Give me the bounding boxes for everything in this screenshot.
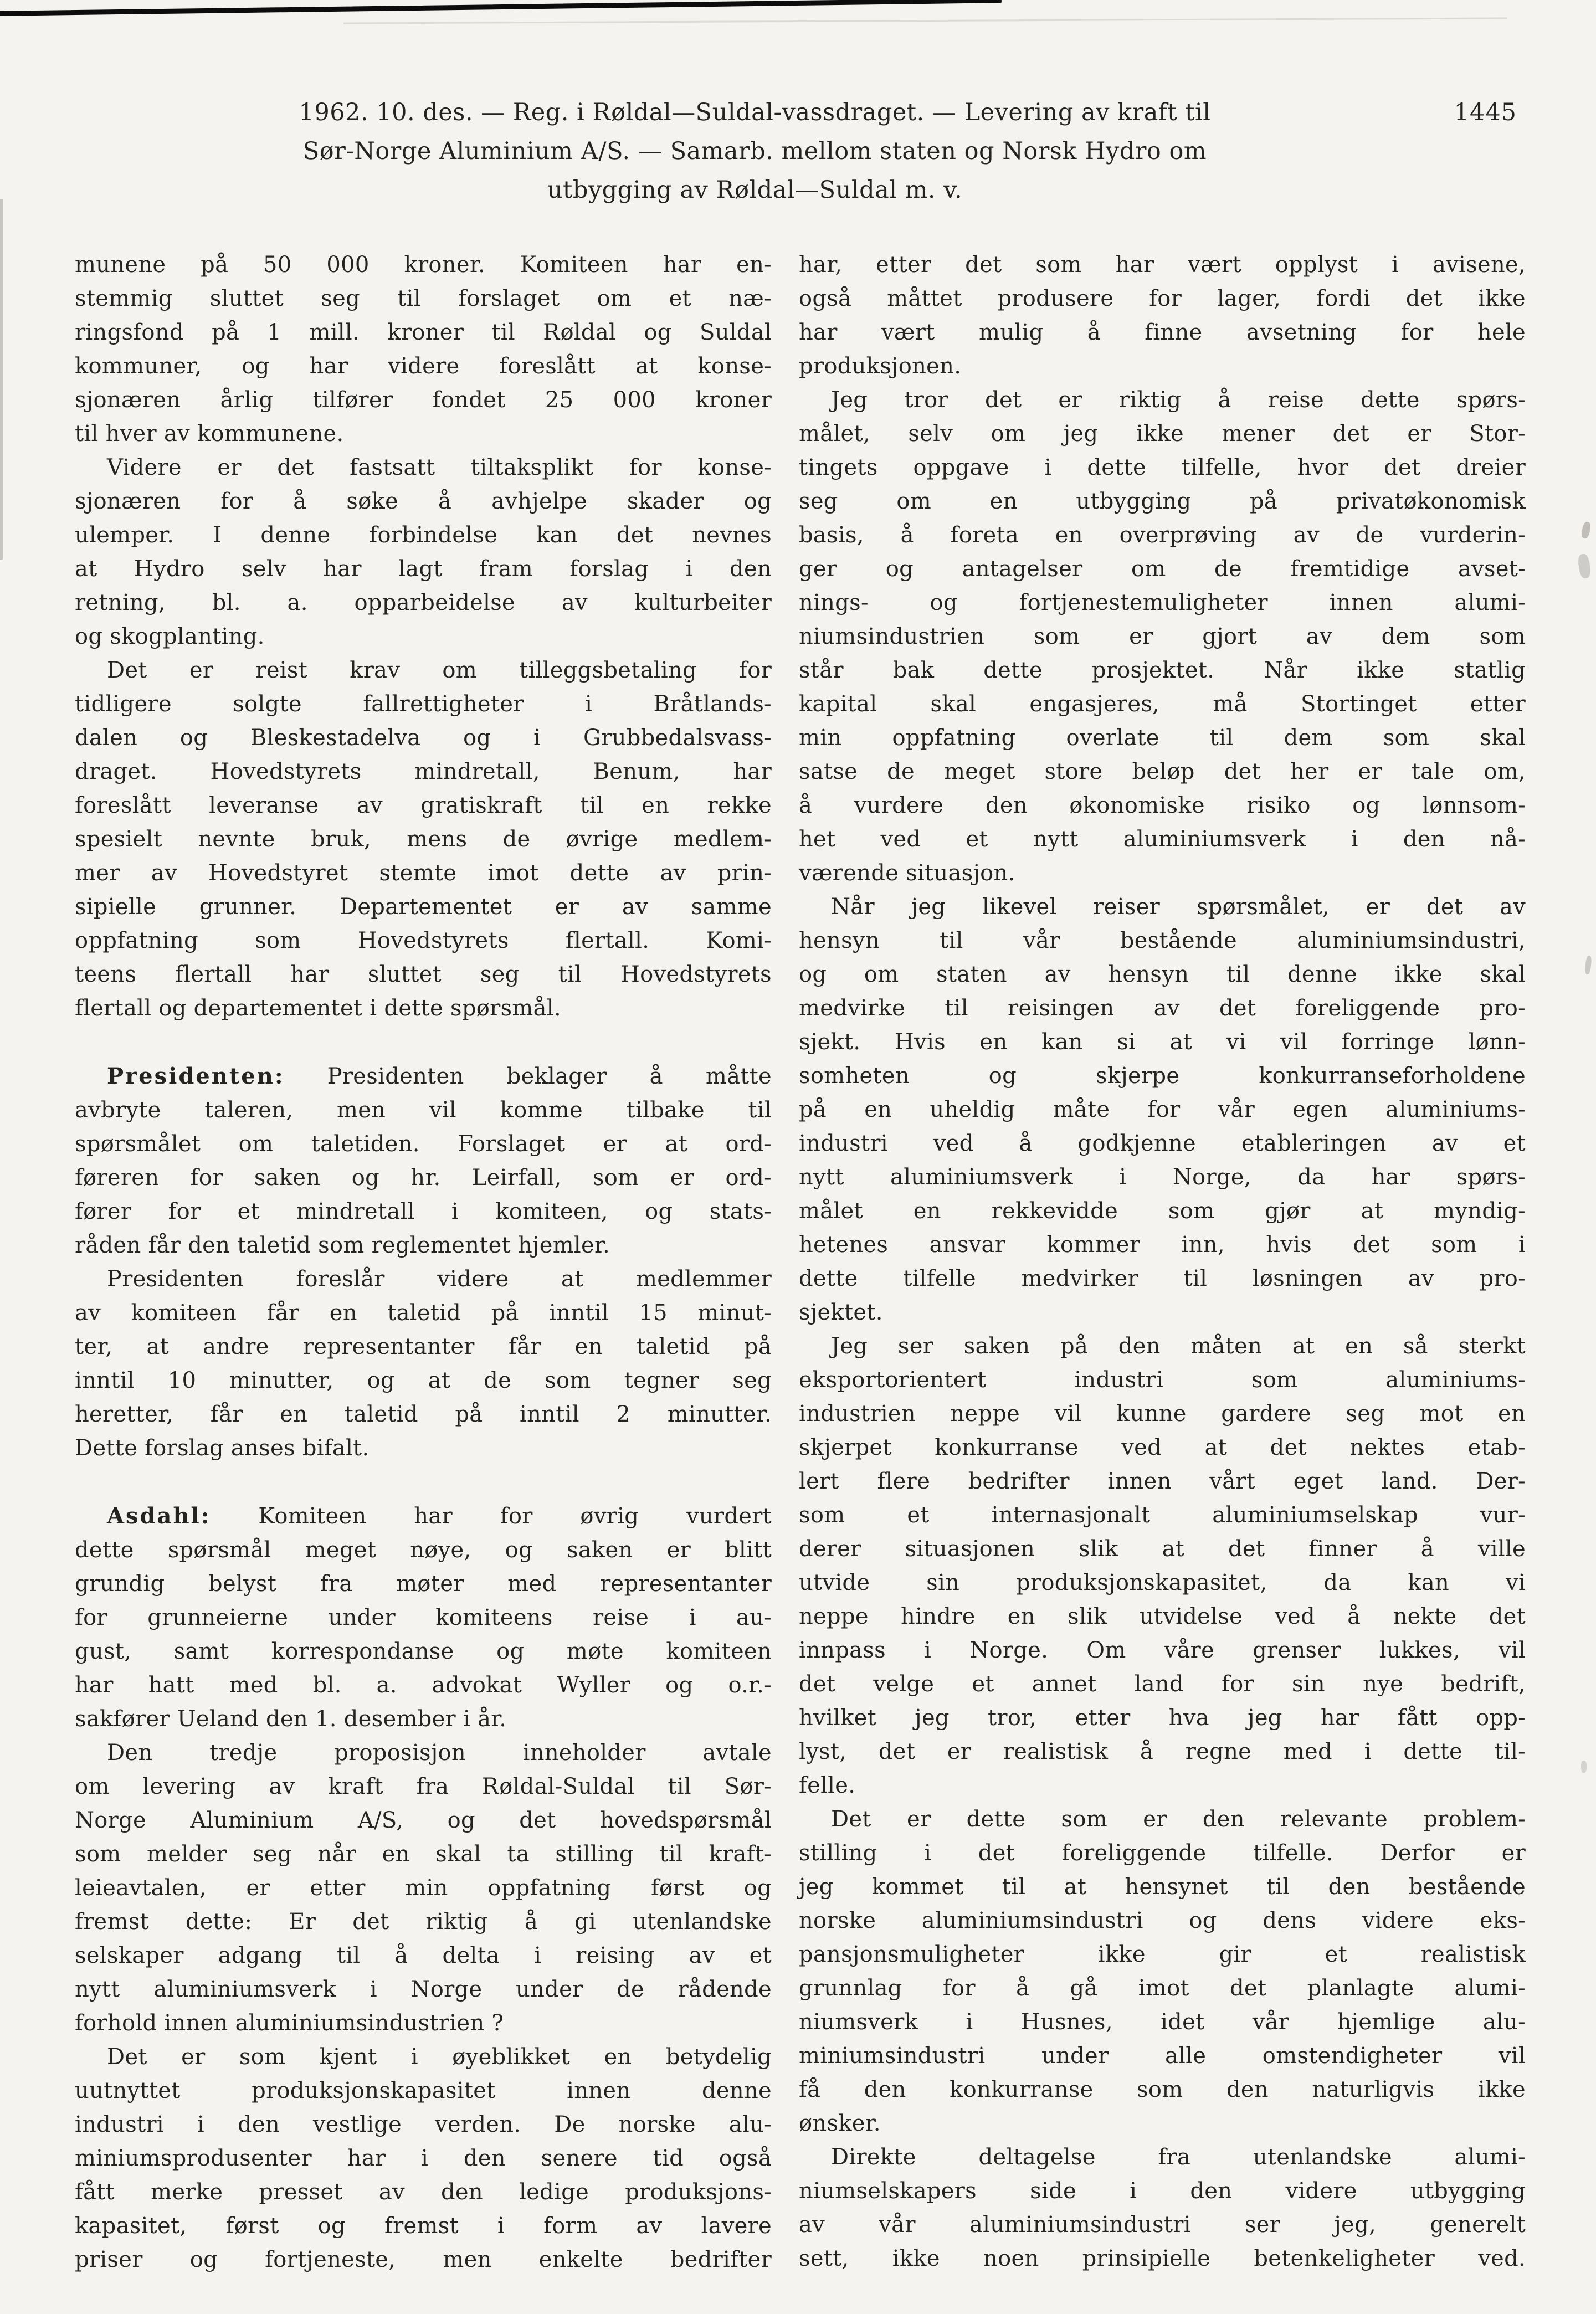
text-line: flertall og departementet i dette spørsmål. <box>75 996 561 1021</box>
text-line: sjonæren for å søke å avhjelpe skader og <box>75 489 772 514</box>
text-line: til hver av kommunene. <box>75 421 344 447</box>
paragraph <box>75 1499 772 1736</box>
text-line: det velge et annet land for sin nye bedrift, <box>799 1671 1526 1697</box>
text-line: miniumsindustri under alle omstendigheter vil <box>799 2043 1526 2069</box>
text-line: hetenes ansvar kommer inn, hvis det som i <box>799 1232 1526 1258</box>
text-line: Det er dette som er den relevante problem- <box>831 1807 1526 1832</box>
text-line: har hatt med bl. a. advokat Wyller og o.r.- <box>75 1672 772 1698</box>
text-line: sjektet. <box>799 1300 883 1325</box>
paragraph <box>75 1059 772 1263</box>
text-line: gust, samt korrespondanse og møte komiteen <box>75 1639 772 1664</box>
text-line: for grunneierne under komiteens reise i au- <box>75 1605 772 1630</box>
text-line: utvide sin produksjonskapasitet, da kan vi <box>799 1570 1526 1595</box>
text-line: produksjonen. <box>799 353 962 379</box>
text-line: selskaper adgang til å delta i reising av et <box>75 1943 772 1968</box>
text-line: har, etter det som har vært opplyst i avisene, <box>799 252 1526 278</box>
text-line: sipielle grunner. Departementet er av samme <box>75 894 772 920</box>
text-line: niumsverk i Husnes, idet vår hjemlige alu- <box>799 2009 1526 2035</box>
text-line: eksportorientert industri som aluminiums- <box>799 1367 1526 1393</box>
text-line: norske aluminiumsindustri og dens videre eks- <box>799 1908 1526 1933</box>
paragraph <box>799 890 1526 1330</box>
text-line: stilling i det foreliggende tilfelle. Derfor er <box>799 1840 1526 1866</box>
text-line: dette spørsmål meget nøye, og saken er blitt <box>75 1537 772 1563</box>
header-line-2: Sør-Norge Aluminium A/S. — Samarb. mellom staten og Norsk Hydro om <box>302 137 1207 165</box>
paragraph <box>75 2040 772 2277</box>
scan-artifact-speck <box>1580 521 1592 539</box>
text-line: om levering av kraft fra Røldal-Suldal til Sør- <box>75 1774 772 1799</box>
text-line: Den tredje proposisjon inneholder avtale <box>107 1740 772 1766</box>
text-line: Dette forslag anses bifalt. <box>75 1435 370 1461</box>
text-line: nytt aluminiumsverk i Norge, da har spørs- <box>799 1164 1526 1190</box>
right_column <box>799 248 1526 2276</box>
text-line: Direkte deltagelse fra utenlandske alumi- <box>831 2144 1526 2170</box>
text-line: råden får den taletid som reglementet hjemler. <box>75 1233 610 1258</box>
text-line: hensyn til vår bestående aluminiumsindustri, <box>799 928 1526 953</box>
text-line: tingets oppgave i dette tilfelle, hvor det dreier <box>799 455 1526 480</box>
text-line: mer av Hovedstyret stemte imot dette av prin- <box>75 860 772 886</box>
text-line: få den konkurranse som den naturligvis ikke <box>799 2077 1526 2102</box>
text-line: Jeg ser saken på den måten at en så sterkt <box>831 1333 1526 1359</box>
header-line-1: 1962. 10. des. — Reg. i Røldal—Suldal-vassdraget. — Levering av kraft til <box>299 99 1211 126</box>
text-line: værende situasjon. <box>799 860 1015 886</box>
text-line: målet, selv om jeg ikke mener det er Stor- <box>799 421 1526 447</box>
text-line: og skogplanting. <box>75 624 265 649</box>
text-line: Presidenten: Presidenten beklager å måtte <box>107 1063 772 1089</box>
text-line: Asdahl: Komiteen har for øvrig vurdert <box>107 1503 772 1529</box>
text-line: Norge Aluminium A/S, og det hovedspørsmål <box>75 1808 772 1833</box>
text-line: Presidenten foreslår videre at medlemmer <box>107 1266 772 1292</box>
text-line: også måttet produsere for lager, fordi det ikke <box>799 286 1526 311</box>
text-line: som et internasjonalt aluminiumselskap vur- <box>799 1502 1526 1528</box>
text-line: innpass i Norge. Om våre grenser lukkes, vil <box>799 1638 1526 1663</box>
text-line: lyst, det er realistisk å regne med i dette til- <box>799 1739 1526 1764</box>
text-line: Når jeg likevel reiser spørsmålet, er det av <box>831 894 1526 920</box>
paragraph <box>799 1803 1526 2141</box>
text-line: nytt aluminiumsverk i Norge under de rådende <box>75 1977 772 2002</box>
text-line: neppe hindre en slik utvidelse ved å nekte det <box>799 1604 1526 1629</box>
scan-artifact-speck <box>1577 553 1592 579</box>
text-line: heretter, får en taletid på inntil 2 minutter. <box>75 1402 772 1427</box>
header-line-3: utbygging av Røldal—Suldal m. v. <box>547 176 963 204</box>
text-line: het ved et nytt aluminiumsverk i den nå- <box>799 827 1526 852</box>
text-line: retning, bl. a. opparbeidelse av kulturbeiter <box>75 590 772 615</box>
text-line: jeg kommet til at hensynet til den bestående <box>799 1874 1526 1900</box>
text-line: ulemper. I denne forbindelse kan det nevnes <box>75 522 772 548</box>
text-line: uutnyttet produksjonskapasitet innen denne <box>75 2078 772 2103</box>
text-line: kapital skal engasjeres, må Stortinget etter <box>799 691 1526 717</box>
speaker-name: Presidenten: <box>107 1063 285 1089</box>
text-line: ter, at andre representanter får en taletid på <box>75 1334 772 1359</box>
text-line: seg om en utbygging på privatøkonomisk <box>799 489 1526 514</box>
text-line: foreslått leveranse av gratiskraft til en rekke <box>75 793 772 818</box>
text-line: skjerpet konkurranse ved at det nektes etab- <box>799 1435 1526 1460</box>
text-line: står bak dette prosjektet. Når ikke statlig <box>799 658 1526 683</box>
text-line: på en uheldig måte for vår egen aluminiums- <box>799 1097 1526 1122</box>
running-header <box>75 93 1435 209</box>
text-line: forhold innen aluminiumsindustrien ? <box>75 2010 504 2036</box>
text-line: inntil 10 minutter, og at de som tegner seg <box>75 1368 772 1393</box>
speaker-name: Asdahl: <box>107 1503 211 1529</box>
text-line: somheten og skjerpe konkurranseforholdene <box>799 1063 1526 1089</box>
text-line: avbryte taleren, men vil komme tilbake til <box>75 1097 772 1123</box>
text-line: kommuner, og har videre foreslått at konse- <box>75 353 772 379</box>
text-line: sjonæren årlig tilfører fondet 25 000 kroner <box>75 387 772 413</box>
text-line: ger og antagelser om de fremtidige avset- <box>799 556 1526 582</box>
text-line: av komiteen får en taletid på inntil 15 minut- <box>75 1300 772 1326</box>
text-line: ringsfond på 1 mill. kroner til Røldal og Suldal <box>75 320 772 345</box>
text-line: felle. <box>799 1773 856 1798</box>
text-line: målet en rekkevidde som gjør at myndig- <box>799 1198 1526 1224</box>
paragraph <box>75 1263 772 1465</box>
text-line: spesielt nevnte bruk, mens de øvrige medlem- <box>75 827 772 852</box>
text-line: industrien neppe vil kunne gardere seg mot en <box>799 1401 1526 1427</box>
text-line: basis, å foreta en overprøving av de vurderin- <box>799 522 1526 548</box>
text-line: pansjonsmuligheter ikke gir et realistisk <box>799 1942 1526 1967</box>
text-line: industri ved å godkjenne etableringen av et <box>799 1131 1526 1156</box>
text-line: Videre er det fastsatt tiltaksplikt for konse- <box>107 455 772 480</box>
text-line: som melder seg når en skal ta stilling til kraft- <box>75 1841 772 1867</box>
paragraph <box>75 654 772 1025</box>
text-line: å vurdere den økonomiske risiko og lønnsom- <box>799 793 1526 818</box>
paragraph <box>75 1736 772 2040</box>
paragraph <box>799 383 1526 890</box>
text-line: Det er som kjent i øyeblikket en betydelig <box>107 2044 772 2070</box>
text-line: fører for et mindretall i komiteen, og stats- <box>75 1199 772 1224</box>
text-line: draget. Hovedstyrets mindretall, Benum, har <box>75 759 772 784</box>
paragraph <box>799 248 1526 383</box>
text-line: Det er reist krav om tilleggsbetaling for <box>107 658 772 683</box>
left_column <box>75 248 772 2277</box>
text-line: lert flere bedrifter innen vårt eget land. Der- <box>799 1469 1526 1494</box>
scan-artifact-left-edge <box>0 199 3 560</box>
text-line: hvilket jeg tror, etter hva jeg har fått opp- <box>799 1705 1526 1731</box>
text-line: grundig belyst fra møter med representanter <box>75 1571 772 1597</box>
text-line: av vår aluminiumsindustri ser jeg, generelt <box>799 2212 1526 2238</box>
text-line: sjekt. Hvis en kan si at vi vil forringe lønn- <box>799 1029 1526 1055</box>
text-line: ønsker. <box>799 2111 881 2136</box>
scan-artifact-speck <box>1584 956 1592 975</box>
paragraph <box>799 2141 1526 2276</box>
text-line: fått merke presset av den ledige produksjons- <box>75 2179 772 2205</box>
text-line: at Hydro selv har lagt fram forslag i den <box>75 556 772 582</box>
text-line: sakfører Ueland den 1. desember i år. <box>75 1706 507 1732</box>
text-line: føreren for saken og hr. Leirfall, som er ord- <box>75 1165 772 1191</box>
text-line: niumselskapers side i den videre utbygging <box>799 2178 1526 2204</box>
text-line: stemmig sluttet seg til forslaget om et næ- <box>75 286 772 311</box>
text-line: oppfatning som Hovedstyrets flertall. Komi- <box>75 928 772 953</box>
text-line: priser og fortjeneste, men enkelte bedrifter <box>75 2247 772 2272</box>
text-line: og om staten av hensyn til denne ikke skal <box>799 962 1526 987</box>
text-line: dette tilfelle medvirker til løsningen av pro- <box>799 1266 1526 1291</box>
text-line: medvirke til reisingen av det foreliggende pro- <box>799 996 1526 1021</box>
text-line: teens flertall har sluttet seg til Hovedstyrets <box>75 962 772 987</box>
paragraph <box>75 451 772 654</box>
text-line: har vært mulig å finne avsetning for hele <box>799 320 1526 345</box>
text-line: munene på 50 000 kroner. Komiteen har en- <box>75 252 772 278</box>
scan-artifact-faint-line <box>343 17 1507 24</box>
text-line: spørsmålet om taletiden. Forslaget er at ord- <box>75 1131 772 1157</box>
text-line: nings- og fortjenestemuligheter innen alumi- <box>799 590 1526 615</box>
text-line: grunnlag for å gå imot det planlagte alumi- <box>799 1976 1526 2001</box>
scan-artifact-diagonal-line <box>0 0 1002 16</box>
text-line: derer situasjonen slik at det finner å ville <box>799 1536 1526 1562</box>
text-line: miniumsprodusenter har i den senere tid også <box>75 2146 772 2171</box>
text-line: industri i den vestlige verden. De norske alu- <box>75 2112 772 2137</box>
text-line: tidligere solgte fallrettigheter i Bråtlands- <box>75 691 772 717</box>
text-line: kapasitet, først og fremst i form av lavere <box>75 2213 772 2239</box>
text-line: satse de meget store beløp det her er tale om, <box>799 759 1526 784</box>
paragraph <box>75 248 772 451</box>
text-line: leieavtalen, er etter min oppfatning først og <box>75 1875 772 1901</box>
paragraph <box>799 1330 1526 1803</box>
text-line: dalen og Bleskestadelva og i Grubbedalsvass- <box>75 725 772 751</box>
scan-artifact-speck <box>1581 1761 1587 1773</box>
text-line: fremst dette: Er det riktig å gi utenlandske <box>75 1909 772 1935</box>
text-line: niumsindustrien som er gjort av dem som <box>799 624 1526 649</box>
text-line: min oppfatning overlate til dem som skal <box>799 725 1526 751</box>
page-number: 1445 <box>1454 99 1517 126</box>
text-line: Jeg tror det er riktig å reise dette spørs- <box>831 387 1526 413</box>
text-line: sett, ikke noen prinsipielle betenkeligheter ved. <box>799 2246 1526 2271</box>
